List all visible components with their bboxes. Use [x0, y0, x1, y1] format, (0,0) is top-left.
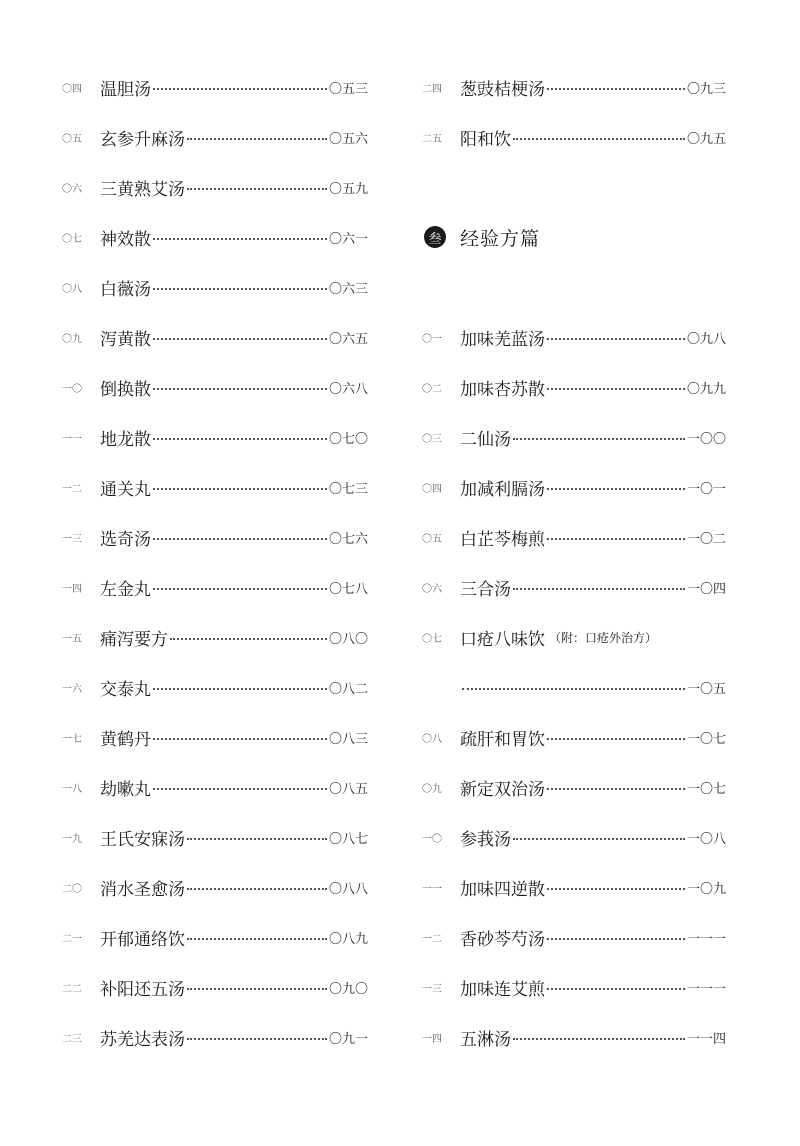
leader-dots: [153, 88, 327, 90]
entry-page-number: 〇六三: [328, 281, 368, 297]
section-title: 经验方篇: [460, 227, 541, 250]
entry-number: 二五: [422, 133, 442, 145]
toc-entry[interactable]: [62, 712, 368, 762]
leader-dots: [547, 938, 685, 940]
toc-entry[interactable]: [422, 912, 726, 962]
leader-dots: [153, 238, 327, 240]
toc-entry[interactable]: [62, 262, 368, 312]
entry-number: 一〇: [62, 383, 82, 395]
entry-page-number: 一〇九: [686, 881, 726, 897]
entry-page-number: 一一一: [686, 931, 726, 947]
toc-entry[interactable]: [62, 762, 368, 812]
entry-number: 一三: [62, 533, 82, 545]
toc-entry[interactable]: [62, 512, 368, 562]
entry-page-number: 一〇七: [686, 781, 726, 797]
leader-dots: [153, 388, 327, 390]
entry-title: 选奇汤: [100, 529, 151, 550]
entry-page-number: 一〇〇: [686, 431, 726, 447]
toc-entry[interactable]: [422, 562, 726, 612]
toc-entry[interactable]: [62, 362, 368, 412]
toc-entry[interactable]: [422, 962, 726, 1012]
leader-dots: [187, 838, 327, 840]
entry-page-number: 〇八七: [328, 831, 368, 847]
entry-title: 疏肝和胃饮: [460, 729, 545, 750]
entry-title: 三黄熟艾汤: [100, 179, 185, 200]
leader-dots: [513, 838, 685, 840]
leader-dots: [547, 988, 685, 990]
entry-number: 一八: [62, 783, 82, 795]
toc-entry[interactable]: [62, 912, 368, 962]
entry-title: 参莪汤: [460, 829, 511, 850]
leader-dots: [547, 538, 685, 540]
leader-dots: [153, 738, 327, 740]
entry-title: 交泰丸: [100, 679, 151, 700]
section-spacer: [422, 162, 726, 212]
entry-title: 温胆汤: [100, 79, 151, 100]
toc-entry[interactable]: [422, 462, 726, 512]
toc-entry[interactable]: [422, 62, 726, 112]
leader-dots: [153, 438, 327, 440]
entry-title: 口疮八味饮: [460, 629, 545, 650]
entry-number: 〇四: [62, 83, 82, 95]
entry-page-number: 〇五六: [328, 131, 368, 147]
entry-title: 神效散: [100, 229, 151, 250]
entry-number: 〇二: [422, 383, 442, 395]
entry-number: 〇九: [62, 333, 82, 345]
entry-title: 葱豉桔梗汤: [460, 79, 545, 100]
entry-page-number: 〇五三: [328, 81, 368, 97]
entry-title: 二仙汤: [460, 429, 511, 450]
entry-number: 〇五: [422, 533, 442, 545]
entry-page-number: 〇九五: [686, 131, 726, 147]
toc-entry[interactable]: [422, 862, 726, 912]
entry-title: 左金丸: [100, 579, 151, 600]
entry-title: 通关丸: [100, 479, 151, 500]
entry-title: 玄参升麻汤: [100, 129, 185, 150]
entry-number: 〇一: [422, 333, 442, 345]
entry-title: 加味杏苏散: [460, 379, 545, 400]
leader-dots: [153, 788, 327, 790]
toc-entry[interactable]: [62, 212, 368, 262]
entry-number: 一五: [62, 633, 82, 645]
toc-entry[interactable]: [62, 812, 368, 862]
leader-dots: [153, 538, 327, 540]
entry-number: 一三: [422, 983, 442, 995]
leader-dots: [462, 688, 685, 690]
entry-page-number: 〇九九: [686, 381, 726, 397]
entry-number: 〇四: [422, 483, 442, 495]
entry-page-number: 一〇一: [686, 481, 726, 497]
leader-dots: [547, 788, 685, 790]
toc-entry[interactable]: [422, 112, 726, 162]
entry-number: 一二: [62, 483, 82, 495]
entry-title: 泻黄散: [100, 329, 151, 350]
entry-page-number: 〇五九: [328, 181, 368, 197]
toc-entry-list: [422, 712, 726, 1062]
section-badge-icon: 叁: [424, 226, 446, 248]
leader-dots: [153, 588, 327, 590]
section-heading: [422, 212, 726, 262]
entry-page-number: 〇九〇: [328, 981, 368, 997]
entry-title: 地龙散: [100, 429, 151, 450]
entry-title: 补阳还五汤: [100, 979, 185, 1000]
leader-dots: [513, 1038, 685, 1040]
toc-entry[interactable]: [422, 612, 726, 662]
entry-number: 一一: [62, 433, 82, 445]
entry-page-number: 〇九八: [686, 331, 726, 347]
entry-number: 一六: [62, 683, 82, 695]
leader-dots: [153, 688, 327, 690]
entry-page-number: 〇八〇: [328, 631, 368, 647]
leader-dots: [187, 988, 327, 990]
entry-page-number: 〇九一: [328, 1031, 368, 1047]
entry-title: 倒换散: [100, 379, 151, 400]
toc-entry[interactable]: [62, 412, 368, 462]
entry-page-number: 〇八二: [328, 681, 368, 697]
entry-page-number: 〇七〇: [328, 431, 368, 447]
entry-title: 开郁通络饮: [100, 929, 185, 950]
toc-entry[interactable]: [422, 512, 726, 562]
entry-number: 一四: [62, 583, 82, 595]
entry-number: 一七: [62, 733, 82, 745]
entry-number: 一一: [422, 883, 442, 895]
toc-entry[interactable]: [62, 562, 368, 612]
leader-dots: [187, 888, 327, 890]
entry-title: 加味四逆散: [460, 879, 545, 900]
entry-number: 二一: [62, 933, 82, 945]
toc-entry[interactable]: [422, 312, 726, 362]
entry-title: 劫嗽丸: [100, 779, 151, 800]
entry-note: （附：口疮外治方）: [549, 630, 658, 645]
toc-entry-list: [422, 62, 726, 162]
toc-entry[interactable]: [62, 612, 368, 662]
leader-dots: [513, 438, 685, 440]
entry-page-number: 〇六五: [328, 331, 368, 347]
entry-number: 〇六: [422, 583, 442, 595]
entry-number: 〇七: [422, 633, 442, 645]
toc-entry[interactable]: [422, 762, 726, 812]
entry-number: 〇五: [62, 133, 82, 145]
entry-number: 〇六: [62, 183, 82, 195]
entry-page-number: 一〇四: [686, 581, 726, 597]
entry-page-number: 一一一: [686, 981, 726, 997]
entry-number: 二二: [62, 983, 82, 995]
entry-number: 一〇: [422, 833, 442, 845]
toc-entry[interactable]: [62, 462, 368, 512]
toc-entry[interactable]: [62, 662, 368, 712]
entry-title: 加味连艾煎: [460, 979, 545, 1000]
entry-page-number: 〇七三: [328, 481, 368, 497]
entry-page-number: 〇八五: [328, 781, 368, 797]
entry-number: 一九: [62, 833, 82, 845]
leader-dots: [187, 138, 327, 140]
leader-dots: [187, 188, 327, 190]
leader-dots: [547, 888, 685, 890]
toc-entry[interactable]: [422, 712, 726, 762]
entry-page-number: 〇七六: [328, 531, 368, 547]
toc-entry[interactable]: [422, 1012, 726, 1062]
toc-entry-list: [422, 312, 726, 612]
leader-dots: [187, 1038, 327, 1040]
entry-title: 黄鹤丹: [100, 729, 151, 750]
entry-number: 〇八: [422, 733, 442, 745]
leader-dots: [547, 88, 685, 90]
entry-page-number: 一一四: [686, 1031, 726, 1047]
toc-entry-list: [62, 62, 368, 1062]
leader-dots: [153, 338, 327, 340]
leader-dots: [547, 338, 685, 340]
leader-dots: [513, 588, 685, 590]
entry-number: 二四: [422, 83, 442, 95]
leader-dots: [153, 288, 327, 290]
entry-title: 白芷芩梅煎: [460, 529, 545, 550]
entry-number: 一四: [422, 1033, 442, 1045]
entry-page-number: 〇八九: [328, 931, 368, 947]
toc-right-column: [422, 62, 726, 1062]
toc-entry[interactable]: [62, 1012, 368, 1062]
toc-entry[interactable]: [62, 962, 368, 1012]
entry-page-number: 一〇二: [686, 531, 726, 547]
entry-number: 二三: [62, 1033, 82, 1045]
entry-page-number: 〇六一: [328, 231, 368, 247]
entry-title: 三合汤: [460, 579, 511, 600]
entry-title: 白薇汤: [100, 279, 151, 300]
entry-title: 王氏安寐汤: [100, 829, 185, 850]
leader-dots: [513, 138, 685, 140]
toc-entry[interactable]: [422, 812, 726, 862]
entry-title: 苏羌达表汤: [100, 1029, 185, 1050]
toc-entry[interactable]: [62, 112, 368, 162]
entry-page-number: 〇九三: [686, 81, 726, 97]
toc-left-column: [62, 62, 368, 1062]
entry-page-number: 〇七八: [328, 581, 368, 597]
entry-title: 五淋汤: [460, 1029, 511, 1050]
section-spacer: [422, 262, 726, 312]
toc-entry[interactable]: [422, 362, 726, 412]
toc-entry[interactable]: [422, 412, 726, 462]
entry-title: 新定双治汤: [460, 779, 545, 800]
leader-dots: [153, 488, 327, 490]
entry-number: 〇三: [422, 433, 442, 445]
entry-number: 一二: [422, 933, 442, 945]
entry-number: 〇七: [62, 233, 82, 245]
entry-page-number: 一〇五: [686, 681, 726, 697]
leader-dots: [547, 388, 685, 390]
entry-title: 痛泻要方: [100, 629, 168, 650]
entry-number: 〇九: [422, 783, 442, 795]
toc-entry-continuation[interactable]: [422, 662, 726, 712]
toc-entry[interactable]: [62, 62, 368, 112]
entry-page-number: 〇六八: [328, 381, 368, 397]
leader-dots: [547, 738, 685, 740]
entry-number: 二〇: [62, 883, 82, 895]
entry-page-number: 〇八三: [328, 731, 368, 747]
entry-number: 〇八: [62, 283, 82, 295]
leader-dots: [187, 938, 327, 940]
toc-entry[interactable]: [62, 862, 368, 912]
entry-page-number: 〇八八: [328, 881, 368, 897]
entry-title: 加味羌蓝汤: [460, 329, 545, 350]
entry-title: 加减利膈汤: [460, 479, 545, 500]
leader-dots: [170, 638, 327, 640]
toc-entry[interactable]: [62, 162, 368, 212]
entry-title: 消水圣愈汤: [100, 879, 185, 900]
leader-dots: [547, 488, 685, 490]
entry-page-number: 一〇七: [686, 731, 726, 747]
entry-title: 阳和饮: [460, 129, 511, 150]
entry-page-number: 一〇八: [686, 831, 726, 847]
entry-title: 香砂芩芍汤: [460, 929, 545, 950]
toc-entry[interactable]: [62, 312, 368, 362]
